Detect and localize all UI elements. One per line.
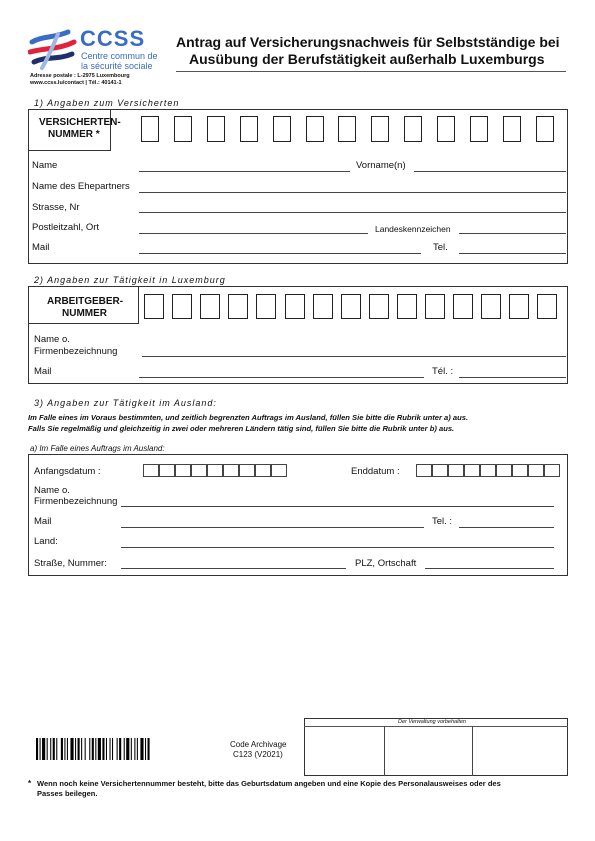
employer-number-digit[interactable]: [537, 294, 557, 319]
insured-number-label-2: NUMMER *: [48, 129, 100, 140]
employer-number-digit[interactable]: [313, 294, 333, 319]
end-date-label: Enddatum :: [351, 466, 400, 477]
barcode-bar: [119, 738, 121, 760]
barcode-bar: [36, 738, 38, 760]
form-title-line-1: Antrag auf Versicherungsnachweis für Selbstständige bei: [176, 34, 560, 50]
start-date-digit[interactable]: [191, 464, 207, 477]
end-date-digit[interactable]: [528, 464, 544, 477]
employer-number-label-1: ARBEITGEBER-: [47, 296, 124, 307]
barcode-bar: [148, 738, 150, 760]
insured-number-digit[interactable]: [404, 116, 422, 142]
footnote-line-1: Wenn noch keine Versichertennummer besteht, bitte das Geburtsdatum angeben und eine Kopie des Personalausweises oder des: [37, 779, 501, 788]
barcode-bar: [98, 738, 101, 760]
employer-tel-label: Tél. :: [432, 366, 454, 377]
insured-number-digit[interactable]: [207, 116, 225, 142]
start-date-digit[interactable]: [239, 464, 255, 477]
barcode-bar: [89, 738, 90, 760]
employer-number-digit[interactable]: [341, 294, 361, 319]
employer-mail-field[interactable]: [139, 377, 424, 378]
land-label: Land:: [34, 536, 58, 547]
firstname-field[interactable]: [414, 171, 566, 172]
barcode-bar: [70, 738, 73, 760]
start-date-digit[interactable]: [207, 464, 223, 477]
section-2-heading: 2) Angaben zur Tätigkeit in Luxemburg: [34, 275, 226, 285]
name-field[interactable]: [139, 171, 350, 172]
employer-number-digit[interactable]: [369, 294, 389, 319]
end-date-digit[interactable]: [448, 464, 464, 477]
title-rule: [176, 71, 566, 72]
insured-number-digit[interactable]: [470, 116, 488, 142]
country-code-field[interactable]: [459, 233, 566, 234]
barcode-bar: [95, 738, 96, 760]
employer-number-digit[interactable]: [397, 294, 417, 319]
start-date-label: Anfangsdatum :: [34, 466, 101, 477]
tel-field[interactable]: [459, 253, 566, 254]
barcode-bar: [137, 738, 138, 760]
barcode-bar: [92, 738, 94, 760]
logo-text: CCSS: [80, 26, 146, 51]
barcode-bar: [42, 738, 45, 760]
employer-number-digit[interactable]: [200, 294, 220, 319]
name-label: Name: [32, 160, 58, 171]
barcode-bar: [117, 738, 118, 760]
employer-number-digit[interactable]: [481, 294, 501, 319]
spouse-label: Name des Ehepartners: [32, 181, 130, 192]
employer-number-digit[interactable]: [425, 294, 445, 319]
foreign-tel-field[interactable]: [459, 527, 554, 528]
footnote-star: *: [28, 779, 32, 788]
foreign-street-field[interactable]: [121, 568, 346, 569]
end-date-digit[interactable]: [480, 464, 496, 477]
insured-number-digit[interactable]: [240, 116, 258, 142]
postal-address: Adresse postale : L-2975 Luxembourg: [30, 73, 130, 79]
postal-field[interactable]: [139, 233, 368, 234]
company-label-1: Name o.: [34, 334, 70, 345]
barcode-bar: [40, 738, 41, 760]
insured-number-label-1: VERSICHERTEN-: [39, 117, 121, 128]
insured-number-digit[interactable]: [536, 116, 554, 142]
logo-subtitle-1: Centre commun de: [81, 51, 158, 61]
employer-mail-label: Mail: [34, 366, 52, 377]
land-field[interactable]: [121, 547, 554, 548]
start-date-digit[interactable]: [271, 464, 287, 477]
foreign-company-field[interactable]: [121, 506, 554, 507]
country-code-label: Landeskennzeichen: [375, 224, 451, 234]
barcode-bar: [106, 738, 107, 760]
foreign-company-label-2: Firmenbezeichnung: [34, 496, 118, 507]
barcode-bar: [78, 738, 80, 760]
archive-code-label: Code Archivage: [230, 740, 287, 749]
employer-number-digit[interactable]: [509, 294, 529, 319]
tel-label: Tel.: [433, 242, 448, 253]
foreign-company-label-1: Name o.: [34, 485, 70, 496]
barcode-bar: [140, 738, 143, 760]
employer-number-digit[interactable]: [453, 294, 473, 319]
insured-number-digit[interactable]: [338, 116, 356, 142]
barcode-bar: [50, 738, 51, 760]
firstname-label: Vorname(n): [356, 160, 406, 171]
footnote-line-2: Passes beilegen.: [37, 789, 98, 798]
ccss-logo-mark-icon: [28, 28, 78, 72]
barcode-bar: [53, 738, 55, 760]
barcode-bar: [67, 738, 68, 760]
employer-number-digit[interactable]: [256, 294, 276, 319]
section-1-heading: 1) Angaben zum Versicherten: [34, 98, 180, 108]
section-3-heading: 3) Angaben zur Tätigkeit im Ausland:: [34, 398, 217, 408]
form-title-line-2: Ausübung der Berufstätigkeit außerhalb Luxemburgs: [189, 51, 545, 67]
postal-label: Postleitzahl, Ort: [32, 222, 100, 233]
instruction-1: Im Falle eines im Voraus bestimmten, und zeitlich begrenzten Auftrags im Ausland, füllen Sie bitte die Rubrik unter a) aus.: [28, 413, 469, 422]
end-date-digit[interactable]: [464, 464, 480, 477]
barcode-bar: [47, 738, 48, 760]
end-date-digit[interactable]: [432, 464, 448, 477]
start-date-digit[interactable]: [175, 464, 191, 477]
barcode-bar: [102, 738, 104, 760]
employer-number-digit[interactable]: [172, 294, 192, 319]
insured-number-digit[interactable]: [141, 116, 159, 142]
start-date-digit[interactable]: [143, 464, 159, 477]
plz-field[interactable]: [425, 568, 554, 569]
foreign-street-label: Straße, Nummer:: [34, 558, 107, 569]
end-date-digit[interactable]: [512, 464, 528, 477]
end-date-digit[interactable]: [496, 464, 512, 477]
contact-line: www.ccss.lu/contact | Tél.: 40141-1: [30, 80, 122, 86]
start-date-digit[interactable]: [159, 464, 175, 477]
admin-reserved-label: Der Verwaltung vorbehalten: [398, 719, 466, 725]
barcode-graphic: [36, 738, 206, 760]
barcode-bar: [110, 738, 111, 760]
foreign-mail-field[interactable]: [121, 527, 424, 528]
plz-label: PLZ, Ortschaft: [355, 558, 417, 569]
insured-number-digit[interactable]: [306, 116, 324, 142]
end-date-digit[interactable]: [544, 464, 560, 477]
employer-number-digit[interactable]: [144, 294, 164, 319]
admin-box-rule: [304, 726, 568, 727]
barcode-bar: [145, 738, 146, 760]
mail-field[interactable]: [139, 253, 421, 254]
barcode-bar: [61, 738, 63, 760]
foreign-tel-label: Tel. :: [432, 516, 453, 527]
company-field[interactable]: [142, 356, 566, 357]
subsection-a-heading: a) Im Falle eines Auftrags im Ausland:: [30, 444, 165, 453]
foreign-mail-label: Mail: [34, 516, 52, 527]
insured-number-digit[interactable]: [437, 116, 455, 142]
insured-number-digit[interactable]: [273, 116, 291, 142]
end-date-digit[interactable]: [416, 464, 432, 477]
admin-box-divider-2: [472, 726, 473, 776]
logo-subtitle-2: la sécurité sociale: [81, 61, 153, 71]
barcode: [36, 738, 206, 760]
barcode-bar: [112, 738, 113, 760]
street-field[interactable]: [139, 212, 566, 213]
barcode-bar: [124, 738, 125, 760]
employer-tel-field[interactable]: [459, 377, 566, 378]
employer-number-digit[interactable]: [228, 294, 248, 319]
employer-number-digit[interactable]: [285, 294, 305, 319]
barcode-bar: [126, 738, 129, 760]
start-date-digit[interactable]: [223, 464, 239, 477]
barcode-bar: [131, 738, 132, 760]
barcode-bar: [75, 738, 76, 760]
barcode-bar: [81, 738, 82, 760]
insured-number-digit[interactable]: [503, 116, 521, 142]
barcode-bar: [64, 738, 65, 760]
archive-code-value: C123 (V2021): [233, 750, 283, 759]
start-date-digit[interactable]: [255, 464, 271, 477]
instruction-2: Falls Sie regelmäßig und gleichzeitig in zwei oder mehreren Ländern tätig sind, füllen Sie bitte die Rubrik unter b) aus.: [28, 424, 455, 433]
ccss-logo: [28, 26, 163, 78]
insured-number-digit[interactable]: [371, 116, 389, 142]
barcode-bar: [56, 738, 57, 760]
admin-box-divider-1: [384, 726, 385, 776]
mail-label: Mail: [32, 242, 50, 253]
barcode-bar: [85, 738, 86, 760]
street-label: Strasse, Nr: [32, 202, 80, 213]
company-label-2: Firmenbezeichnung: [34, 346, 118, 357]
barcode-bar: [134, 738, 135, 760]
spouse-field[interactable]: [139, 192, 566, 193]
insured-number-digit[interactable]: [174, 116, 192, 142]
employer-number-label-2: NUMMER: [62, 308, 107, 319]
